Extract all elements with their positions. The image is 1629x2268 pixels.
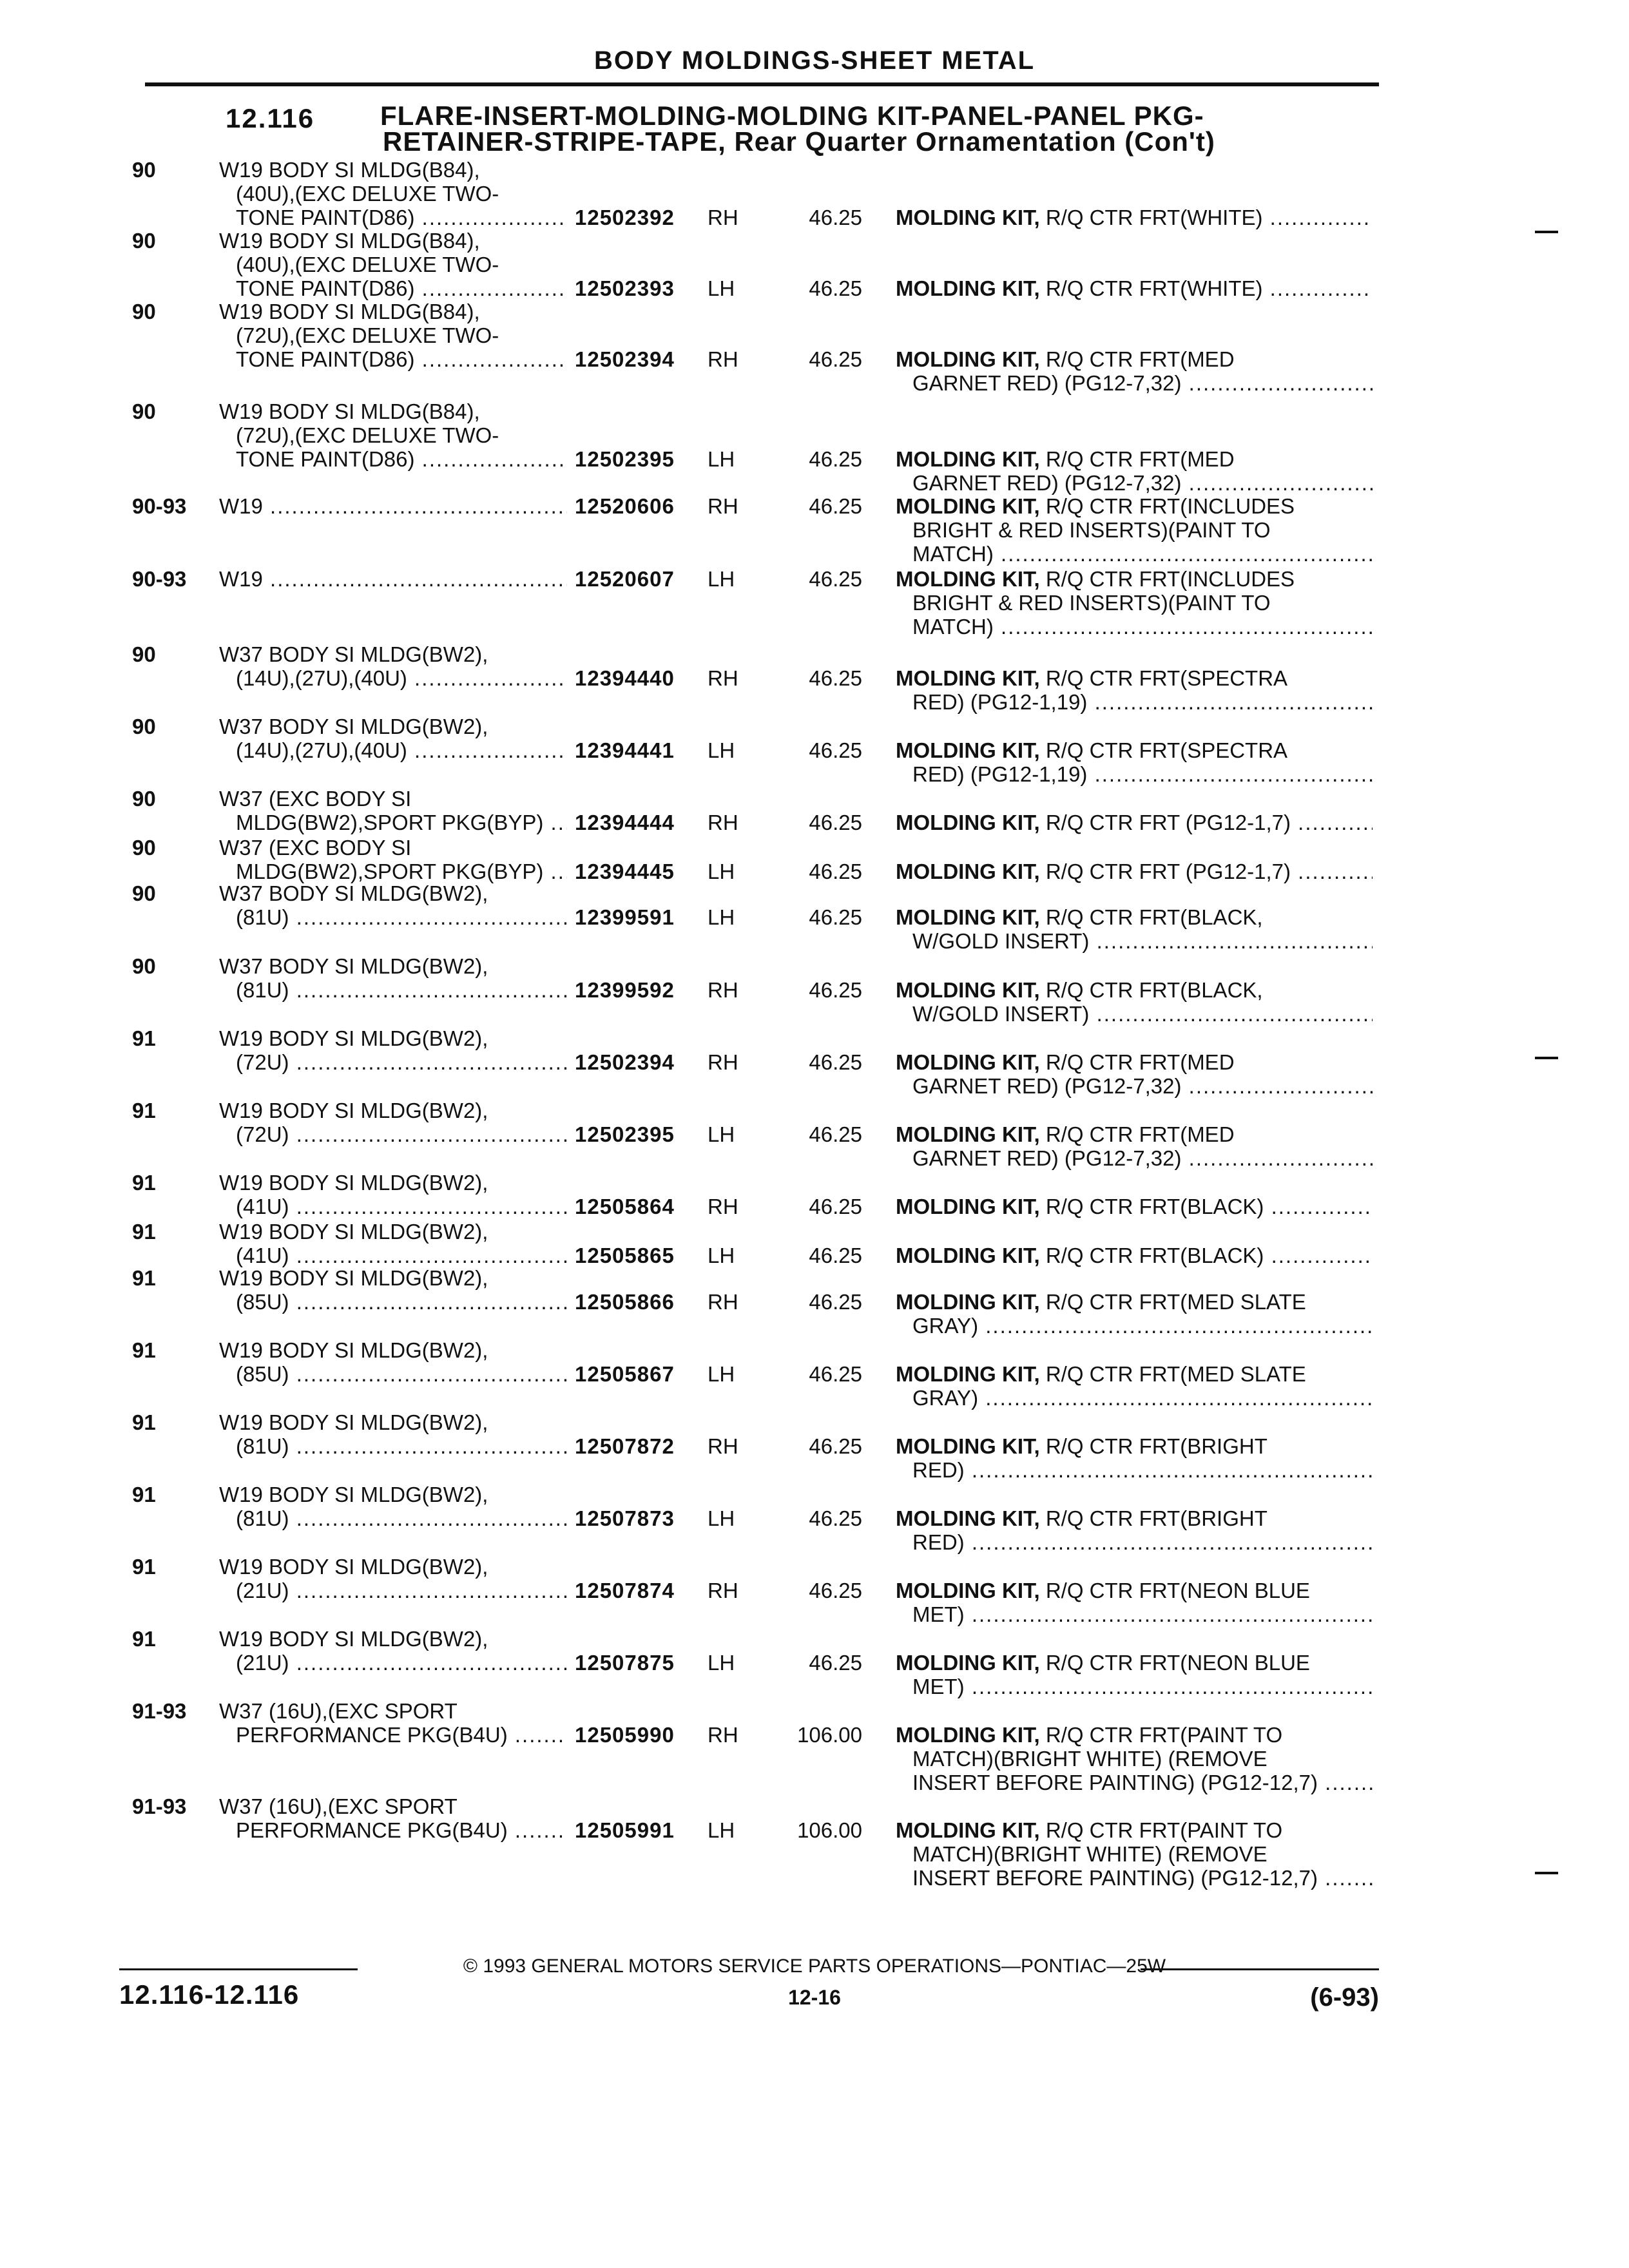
part-name-line: R/Q CTR FRT(MED xyxy=(1045,1122,1235,1146)
entry-price: 46.25 xyxy=(809,206,862,229)
part-name-bold: MOLDING KIT, xyxy=(896,447,1040,471)
entry-part-number: 12507875 xyxy=(575,1651,675,1675)
entry-part-number: 12505867 xyxy=(575,1362,675,1386)
footer-copyright: © 1993 GENERAL MOTORS SERVICE PARTS OPERATIONS—PONTIAC—25W xyxy=(463,1956,1166,1977)
entry-description xyxy=(219,1171,567,1218)
entry-year: 90 xyxy=(132,954,156,978)
entry-description xyxy=(219,399,567,471)
entry-price: 46.25 xyxy=(809,978,862,1002)
entry-description xyxy=(219,1026,567,1074)
part-name-bold: MOLDING KIT, xyxy=(896,666,1040,690)
part-name-line: R/Q CTR FRT(NEON BLUE xyxy=(1045,1579,1310,1602)
entry-price: 46.25 xyxy=(809,905,862,929)
description-line: (72U),(EXC DELUXE TWO- xyxy=(236,323,499,347)
entry-year: 90 xyxy=(132,642,156,666)
entry-part-name xyxy=(896,1434,1373,1482)
part-name-line: W/GOLD INSERT) xyxy=(912,1002,1090,1026)
entry-year: 90 xyxy=(132,881,156,905)
margin-mark xyxy=(1535,1057,1558,1059)
description-line: W19 BODY SI MLDG(BW2), xyxy=(219,1410,488,1434)
entry-side: LH xyxy=(708,1651,735,1675)
entry-year: 90 xyxy=(132,300,156,323)
section-title-line-2: RETAINER-STRIPE-TAPE, Rear Quarter Ornamentation (Con't) xyxy=(383,126,1215,157)
entry-price: 46.25 xyxy=(809,494,862,518)
part-name-bold: MOLDING KIT, xyxy=(896,738,1040,762)
entry-year: 91 xyxy=(132,1220,156,1244)
description-line: (81U) xyxy=(236,1506,289,1530)
part-name-line: RED) (PG12-1,19) xyxy=(912,690,1088,714)
entry-part-name xyxy=(896,666,1373,714)
entry-description xyxy=(219,1266,567,1314)
section-title xyxy=(380,103,1215,155)
description-line: (81U) xyxy=(236,1434,289,1458)
entry-part-name xyxy=(896,1195,1373,1218)
part-name-line: R/Q CTR FRT(BLACK, xyxy=(1045,978,1263,1002)
entry-price: 46.25 xyxy=(809,1290,862,1314)
description-line: (72U) xyxy=(236,1050,289,1074)
entry-year: 91 xyxy=(132,1026,156,1050)
description-line: W37 BODY SI MLDG(BW2), xyxy=(219,954,488,978)
part-name-bold: MOLDING KIT, xyxy=(896,1651,1040,1675)
entry-price: 46.25 xyxy=(809,738,862,762)
entry-side: LH xyxy=(708,1818,735,1842)
part-name-line: GARNET RED) (PG12-7,32) xyxy=(912,1146,1182,1170)
part-name-bold: MOLDING KIT, xyxy=(896,1290,1040,1314)
description-line: TONE PAINT(D86) xyxy=(236,347,415,371)
description-line: W37 BODY SI MLDG(BW2), xyxy=(219,642,488,666)
entry-year: 90-93 xyxy=(132,567,187,591)
entry-part-number: 12507874 xyxy=(575,1579,675,1602)
entry-part-name xyxy=(896,347,1373,395)
entry-part-number: 12399592 xyxy=(575,978,675,1002)
footer-page-number: 12-16 xyxy=(788,1986,841,2009)
entry-part-number: 12399591 xyxy=(575,905,675,929)
description-line: (72U) xyxy=(236,1122,289,1146)
description-line: W19 BODY SI MLDG(B84), xyxy=(219,300,480,323)
entry-description xyxy=(219,1338,567,1386)
entry-part-number: 12507872 xyxy=(575,1434,675,1458)
part-name-line: GRAY) xyxy=(912,1386,979,1410)
part-name-line: INSERT BEFORE PAINTING) (PG12-12,7) xyxy=(912,1866,1318,1890)
description-line: W19 BODY SI MLDG(B84), xyxy=(219,399,480,423)
part-name-line: BRIGHT & RED INSERTS)(PAINT TO xyxy=(912,518,1271,542)
part-name-line: R/Q CTR FRT(SPECTRA xyxy=(1045,666,1288,690)
entry-part-name xyxy=(896,1818,1373,1890)
description-line: W19 xyxy=(219,494,263,518)
part-name-line: R/Q CTR FRT(PAINT TO xyxy=(1045,1818,1283,1842)
entry-description xyxy=(219,494,567,518)
entry-part-number: 12502394 xyxy=(575,347,675,371)
entry-price: 46.25 xyxy=(809,811,862,834)
description-line: W37 (16U),(EXC SPORT xyxy=(219,1699,458,1723)
entry-year: 91 xyxy=(132,1266,156,1290)
entry-side: LH xyxy=(708,1362,735,1386)
part-name-line: R/Q CTR FRT(WHITE) xyxy=(1045,206,1263,229)
margin-mark xyxy=(1535,1872,1558,1874)
entry-side: RH xyxy=(708,494,738,518)
entry-side: RH xyxy=(708,1434,738,1458)
part-name-line: R/Q CTR FRT (PG12-1,7) xyxy=(1045,860,1291,883)
description-line: W37 (EXC BODY SI xyxy=(219,787,412,811)
part-name-bold: MOLDING KIT, xyxy=(896,1050,1040,1074)
part-name-line: R/Q CTR FRT(INCLUDES xyxy=(1045,567,1295,591)
description-line: TONE PAINT(D86) xyxy=(236,206,415,229)
entry-description xyxy=(219,954,567,1002)
entry-part-name xyxy=(896,1122,1373,1170)
entry-description xyxy=(219,1794,567,1842)
entry-part-name xyxy=(896,905,1373,953)
entry-price: 46.25 xyxy=(809,276,862,300)
part-name-line: MET) xyxy=(912,1675,965,1698)
entry-description xyxy=(219,1483,567,1530)
entry-description xyxy=(219,300,567,371)
part-name-line: R/Q CTR FRT(INCLUDES xyxy=(1045,494,1295,518)
entry-year: 90 xyxy=(132,715,156,738)
part-name-bold: MOLDING KIT, xyxy=(896,1122,1040,1146)
description-line: W19 BODY SI MLDG(BW2), xyxy=(219,1266,488,1290)
entry-description xyxy=(219,1099,567,1146)
part-name-line: R/Q CTR FRT (PG12-1,7) xyxy=(1045,811,1291,834)
description-line: (85U) xyxy=(236,1362,289,1386)
description-line: W19 BODY SI MLDG(BW2), xyxy=(219,1220,488,1244)
entry-part-name xyxy=(896,1290,1373,1338)
entry-part-number: 12502393 xyxy=(575,276,675,300)
description-line: W37 BODY SI MLDG(BW2), xyxy=(219,715,488,738)
description-line: MLDG(BW2),SPORT PKG(BYP) xyxy=(236,811,544,834)
part-name-bold: MOLDING KIT, xyxy=(896,1723,1040,1747)
description-line: W19 BODY SI MLDG(BW2), xyxy=(219,1338,488,1362)
section-number: 12.116 xyxy=(226,103,315,133)
entry-description xyxy=(219,1699,567,1747)
description-line: (14U),(27U),(40U) xyxy=(236,666,407,690)
part-name-bold: MOLDING KIT, xyxy=(896,276,1040,300)
entry-description xyxy=(219,836,567,883)
description-line: W19 BODY SI MLDG(BW2), xyxy=(219,1483,488,1506)
description-line: (41U) xyxy=(236,1195,289,1218)
entry-year: 91 xyxy=(132,1410,156,1434)
entry-description xyxy=(219,567,567,591)
description-line: W19 BODY SI MLDG(BW2), xyxy=(219,1627,488,1651)
entry-part-name xyxy=(896,1362,1373,1410)
entry-side: LH xyxy=(708,1122,735,1146)
description-line: (41U) xyxy=(236,1244,289,1267)
entry-description xyxy=(219,229,567,300)
entry-part-name xyxy=(896,1506,1373,1554)
part-name-line: RED) xyxy=(912,1458,965,1482)
part-name-line: R/Q CTR FRT(MED xyxy=(1045,347,1235,371)
header-rule xyxy=(145,82,1379,86)
entry-description xyxy=(219,1220,567,1267)
section-title-line-1: FLARE-INSERT-MOLDING-MOLDING KIT-PANEL-PANEL PKG- xyxy=(380,101,1204,131)
description-line: W19 xyxy=(219,567,263,591)
entry-year: 91 xyxy=(132,1627,156,1651)
entry-year: 90-93 xyxy=(132,494,187,518)
entry-part-number: 12394445 xyxy=(575,860,675,883)
part-name-line: MET) xyxy=(912,1602,965,1626)
entry-price: 46.25 xyxy=(809,1506,862,1530)
description-line: (21U) xyxy=(236,1579,289,1602)
part-name-bold: MOLDING KIT, xyxy=(896,978,1040,1002)
part-name-bold: MOLDING KIT, xyxy=(896,1244,1040,1267)
entry-price: 46.25 xyxy=(809,1122,862,1146)
entry-price: 46.25 xyxy=(809,860,862,883)
entry-price: 46.25 xyxy=(809,1651,862,1675)
entry-price: 106.00 xyxy=(797,1818,862,1842)
entry-part-number: 12502392 xyxy=(575,206,675,229)
part-name-bold: MOLDING KIT, xyxy=(896,860,1040,883)
page-header-title: BODY MOLDINGS-SHEET METAL xyxy=(593,46,1036,75)
part-name-line: RED) (PG12-1,19) xyxy=(912,762,1088,786)
description-line: W19 BODY SI MLDG(B84), xyxy=(219,229,480,253)
entry-side: LH xyxy=(708,447,735,471)
footer-date: (6-93) xyxy=(1310,1983,1379,2012)
entry-price: 46.25 xyxy=(809,447,862,471)
entry-price: 46.25 xyxy=(809,1050,862,1074)
entry-side: RH xyxy=(708,666,738,690)
part-name-line: MATCH) xyxy=(912,615,994,639)
entry-part-name xyxy=(896,1723,1373,1794)
description-line: W19 BODY SI MLDG(BW2), xyxy=(219,1171,488,1195)
entry-part-name xyxy=(896,276,1373,300)
entry-side: LH xyxy=(708,1506,735,1530)
description-line: TONE PAINT(D86) xyxy=(236,447,415,471)
part-name-line: R/Q CTR FRT(BLACK) xyxy=(1045,1195,1264,1218)
entry-price: 46.25 xyxy=(809,1579,862,1602)
entry-part-number: 12394441 xyxy=(575,738,675,762)
description-line: (40U),(EXC DELUXE TWO- xyxy=(236,182,499,206)
description-line: (21U) xyxy=(236,1651,289,1675)
part-name-line: R/Q CTR FRT(MED xyxy=(1045,447,1235,471)
description-line: (40U),(EXC DELUXE TWO- xyxy=(236,253,499,276)
part-name-bold: MOLDING KIT, xyxy=(896,1818,1040,1842)
entry-description xyxy=(219,881,567,929)
entry-price: 46.25 xyxy=(809,567,862,591)
entry-part-number: 12502395 xyxy=(575,447,675,471)
description-line: W19 BODY SI MLDG(BW2), xyxy=(219,1099,488,1122)
entry-price: 106.00 xyxy=(797,1723,862,1747)
part-name-line: R/Q CTR FRT(BRIGHT xyxy=(1045,1434,1268,1458)
description-line: (85U) xyxy=(236,1290,289,1314)
part-name-line: MATCH)(BRIGHT WHITE) (REMOVE xyxy=(912,1747,1268,1771)
description-line: (14U),(27U),(40U) xyxy=(236,738,407,762)
entry-description xyxy=(219,642,567,690)
entry-part-name xyxy=(896,494,1373,566)
entry-part-number: 12505991 xyxy=(575,1818,675,1842)
entry-part-number: 12505866 xyxy=(575,1290,675,1314)
entry-part-name xyxy=(896,1050,1373,1098)
entry-description xyxy=(219,1555,567,1602)
entry-side: LH xyxy=(708,738,735,762)
entry-year: 91-93 xyxy=(132,1699,187,1723)
part-name-bold: MOLDING KIT, xyxy=(896,811,1040,834)
entry-side: RH xyxy=(708,1579,738,1602)
part-name-line: GRAY) xyxy=(912,1314,979,1338)
entry-side: LH xyxy=(708,860,735,883)
entry-side: RH xyxy=(708,1195,738,1218)
entry-year: 90 xyxy=(132,836,156,860)
part-name-line: GARNET RED) (PG12-7,32) xyxy=(912,471,1182,495)
description-line: W37 (EXC BODY SI xyxy=(219,836,412,860)
part-name-line: R/Q CTR FRT(BRIGHT xyxy=(1045,1506,1268,1530)
part-name-line: GARNET RED) (PG12-7,32) xyxy=(912,1074,1182,1098)
description-line: W37 BODY SI MLDG(BW2), xyxy=(219,881,488,905)
part-name-line: BRIGHT & RED INSERTS)(PAINT TO xyxy=(912,591,1271,615)
entry-part-number: 12520607 xyxy=(575,567,675,591)
entry-year: 91 xyxy=(132,1483,156,1506)
entry-part-number: 12502394 xyxy=(575,1050,675,1074)
entry-part-number: 12505990 xyxy=(575,1723,675,1747)
entry-side: RH xyxy=(708,347,738,371)
part-name-line: W/GOLD INSERT) xyxy=(912,929,1090,953)
part-name-line: R/Q CTR FRT(MED SLATE xyxy=(1045,1290,1306,1314)
entry-part-number: 12394440 xyxy=(575,666,675,690)
entry-side: RH xyxy=(708,1050,738,1074)
part-name-bold: MOLDING KIT, xyxy=(896,1579,1040,1602)
description-line: W37 (16U),(EXC SPORT xyxy=(219,1794,458,1818)
entry-part-name xyxy=(896,1579,1373,1626)
part-name-bold: MOLDING KIT, xyxy=(896,347,1040,371)
entry-description xyxy=(219,787,567,834)
entry-part-name xyxy=(896,738,1373,786)
footer-section-range: 12.116-12.116 xyxy=(119,1979,300,2010)
part-name-bold: MOLDING KIT, xyxy=(896,1195,1040,1218)
part-name-line: INSERT BEFORE PAINTING) (PG12-12,7) xyxy=(912,1771,1318,1794)
entry-part-name xyxy=(896,206,1373,229)
part-name-bold: MOLDING KIT, xyxy=(896,1434,1040,1458)
part-name-line: R/Q CTR FRT(WHITE) xyxy=(1045,276,1263,300)
entry-year: 91 xyxy=(132,1555,156,1579)
description-line: W19 BODY SI MLDG(BW2), xyxy=(219,1026,488,1050)
part-name-bold: MOLDING KIT, xyxy=(896,567,1040,591)
entry-side: RH xyxy=(708,1290,738,1314)
entry-side: RH xyxy=(708,1723,738,1747)
description-line: PERFORMANCE PKG(B4U) xyxy=(236,1723,508,1747)
entry-year: 90 xyxy=(132,158,156,182)
part-name-line: R/Q CTR FRT(MED SLATE xyxy=(1045,1362,1306,1386)
entry-side: RH xyxy=(708,811,738,834)
entry-year: 91 xyxy=(132,1171,156,1195)
entry-part-number: 12520606 xyxy=(575,494,675,518)
part-name-line: MATCH)(BRIGHT WHITE) (REMOVE xyxy=(912,1842,1268,1866)
part-name-line: R/Q CTR FRT(BLACK, xyxy=(1045,905,1263,929)
entry-price: 46.25 xyxy=(809,1434,862,1458)
entry-part-number: 12505864 xyxy=(575,1195,675,1218)
part-name-line: RED) xyxy=(912,1530,965,1554)
entry-side: LH xyxy=(708,905,735,929)
part-name-bold: MOLDING KIT, xyxy=(896,494,1040,518)
entry-description xyxy=(219,1627,567,1675)
entry-price: 46.25 xyxy=(809,1195,862,1218)
part-name-bold: MOLDING KIT, xyxy=(896,1362,1040,1386)
description-line: (81U) xyxy=(236,978,289,1002)
entry-side: RH xyxy=(708,206,738,229)
entry-part-name xyxy=(896,567,1373,639)
entry-part-number: 12505865 xyxy=(575,1244,675,1267)
part-name-line: GARNET RED) (PG12-7,32) xyxy=(912,371,1182,395)
description-line: W19 BODY SI MLDG(BW2), xyxy=(219,1555,488,1579)
entry-year: 91 xyxy=(132,1338,156,1362)
part-name-bold: MOLDING KIT, xyxy=(896,206,1040,229)
entry-part-name xyxy=(896,811,1373,834)
part-name-line: R/Q CTR FRT(PAINT TO xyxy=(1045,1723,1283,1747)
description-line: PERFORMANCE PKG(B4U) xyxy=(236,1818,508,1842)
entry-side: LH xyxy=(708,276,735,300)
part-name-line: R/Q CTR FRT(SPECTRA xyxy=(1045,738,1288,762)
entry-part-name xyxy=(896,860,1373,883)
margin-mark xyxy=(1535,231,1558,233)
entry-year: 90 xyxy=(132,787,156,811)
description-line: (72U),(EXC DELUXE TWO- xyxy=(236,423,499,447)
description-line: TONE PAINT(D86) xyxy=(236,276,415,300)
entry-year: 91-93 xyxy=(132,1794,187,1818)
part-name-bold: MOLDING KIT, xyxy=(896,905,1040,929)
entry-year: 90 xyxy=(132,399,156,423)
entry-side: RH xyxy=(708,978,738,1002)
entry-part-name xyxy=(896,1651,1373,1698)
entry-part-name xyxy=(896,447,1373,495)
entry-price: 46.25 xyxy=(809,1244,862,1267)
entry-part-name xyxy=(896,978,1373,1026)
part-name-line: R/Q CTR FRT(MED xyxy=(1045,1050,1235,1074)
entry-price: 46.25 xyxy=(809,666,862,690)
entry-description xyxy=(219,158,567,229)
entry-year: 90 xyxy=(132,229,156,253)
entry-part-number: 12502395 xyxy=(575,1122,675,1146)
entry-side: LH xyxy=(708,1244,735,1267)
entry-description xyxy=(219,1410,567,1458)
description-line: MLDG(BW2),SPORT PKG(BYP) xyxy=(236,860,544,883)
description-line: W19 BODY SI MLDG(B84), xyxy=(219,158,480,182)
part-name-line: MATCH) xyxy=(912,542,994,566)
part-name-line: R/Q CTR FRT(BLACK) xyxy=(1045,1244,1264,1267)
entry-part-number: 12394444 xyxy=(575,811,675,834)
entry-price: 46.25 xyxy=(809,1362,862,1386)
entry-price: 46.25 xyxy=(809,347,862,371)
part-name-bold: MOLDING KIT, xyxy=(896,1506,1040,1530)
entry-part-name xyxy=(896,1244,1373,1267)
entry-year: 91 xyxy=(132,1099,156,1122)
description-line: (81U) xyxy=(236,905,289,929)
entry-part-number: 12507873 xyxy=(575,1506,675,1530)
part-name-line: R/Q CTR FRT(NEON BLUE xyxy=(1045,1651,1310,1675)
entry-side: LH xyxy=(708,567,735,591)
entry-description xyxy=(219,715,567,762)
